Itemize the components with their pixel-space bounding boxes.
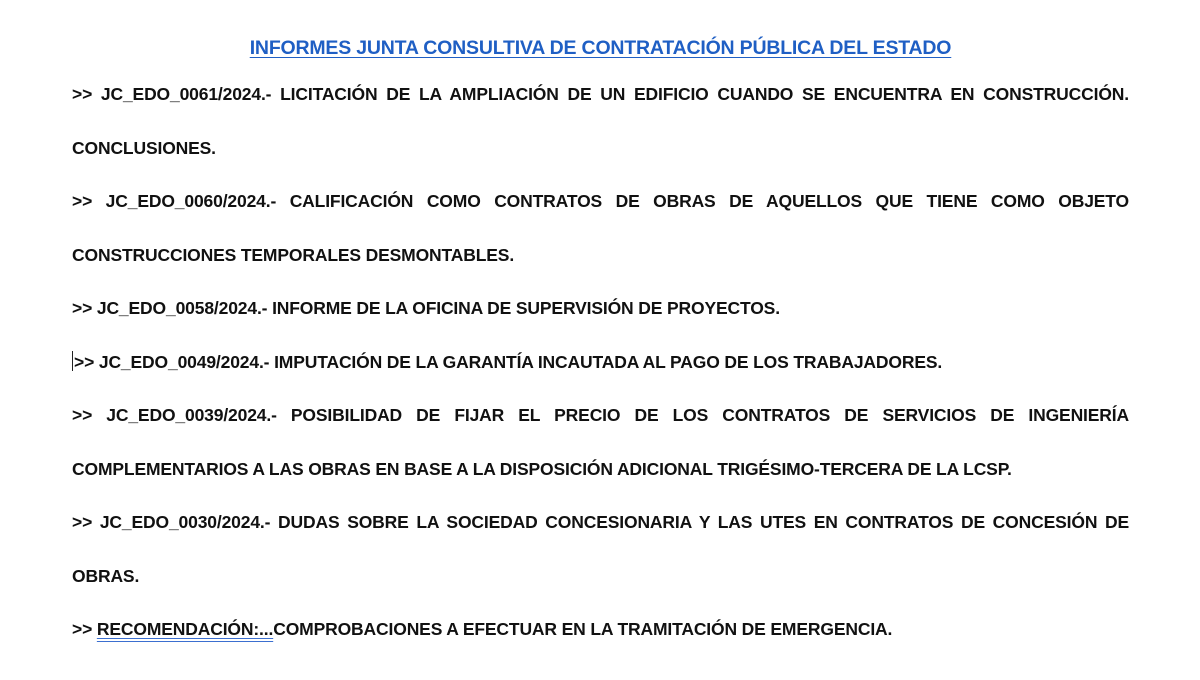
report-entry-0039	[72, 389, 1129, 496]
entry-prefix: >>	[72, 84, 93, 104]
document-body	[72, 34, 1129, 657]
entry-prefix: >>	[72, 405, 93, 425]
entry-code: JC_EDO_0030/2024.-	[99, 512, 271, 532]
entry-code: JC_EDO_0061/2024.-	[100, 84, 272, 104]
entry-code: JC_EDO_0058/2024.-	[96, 298, 268, 318]
entry-prefix: >>	[72, 298, 93, 318]
recommendation-entry	[72, 603, 1129, 657]
report-entry-0030	[72, 496, 1129, 603]
entry-code: JC_EDO_0060/2024.-	[105, 191, 277, 211]
recommendation-link[interactable]: RECOMENDACIÓN:...	[96, 619, 274, 639]
entry-code: JC_EDO_0039/2024.-	[106, 405, 277, 425]
document-title: INFORMES JUNTA CONSULTIVA DE CONTRATACIÓN PÚBLICA DEL ESTADO	[249, 37, 952, 59]
entry-text: POSIBILIDAD DE FIJAR EL PRECIO DE LOS CONTRATOS DE SERVICIOS DE INGENIERÍA COMPLEMENTARIOS A LAS OBRAS EN BASE A LA DISPOSICIÓN ADICIONAL TRIGÉSIMO-TERCERA DE LA LCSP.	[72, 405, 1129, 479]
entry-text: DUDAS SOBRE LA SOCIEDAD CONCESIONARIA Y LAS UTES EN CONTRATOS DE CONCESIÓN DE OBRAS.	[72, 512, 1130, 586]
entry-prefix: >>	[72, 512, 93, 532]
entry-text: IMPUTACIÓN DE LA GARANTÍA INCAUTADA AL PAGO DE LOS TRABAJADORES.	[274, 351, 943, 372]
entry-text: LICITACIÓN DE LA AMPLIACIÓN DE UN EDIFICIO CUANDO SE ENCUENTRA EN CONSTRUCCIÓN. CONCLUSIONES.	[72, 84, 1129, 158]
entry-prefix: >>	[74, 351, 95, 372]
entry-text: CALIFICACIÓN COMO CONTRATOS DE OBRAS DE AQUELLOS QUE TIENE COMO OBJETO CONSTRUCCIONES TEMPORALES DESMONTABLES.	[72, 191, 1129, 265]
entry-prefix: >>	[72, 191, 93, 211]
report-entry-0058	[72, 282, 1129, 336]
report-entry-0060	[72, 175, 1129, 282]
entry-code: JC_EDO_0049/2024.-	[98, 351, 270, 372]
text-cursor	[72, 351, 73, 371]
entry-text: INFORME DE LA OFICINA DE SUPERVISIÓN DE PROYECTOS.	[272, 298, 780, 318]
report-entry-0049	[72, 336, 1129, 390]
entry-prefix: >>	[72, 619, 93, 639]
report-entry-0061	[72, 68, 1129, 175]
recommendation-text: COMPROBACIONES A EFECTUAR EN LA TRAMITACIÓN DE EMERGENCIA.	[273, 619, 893, 639]
